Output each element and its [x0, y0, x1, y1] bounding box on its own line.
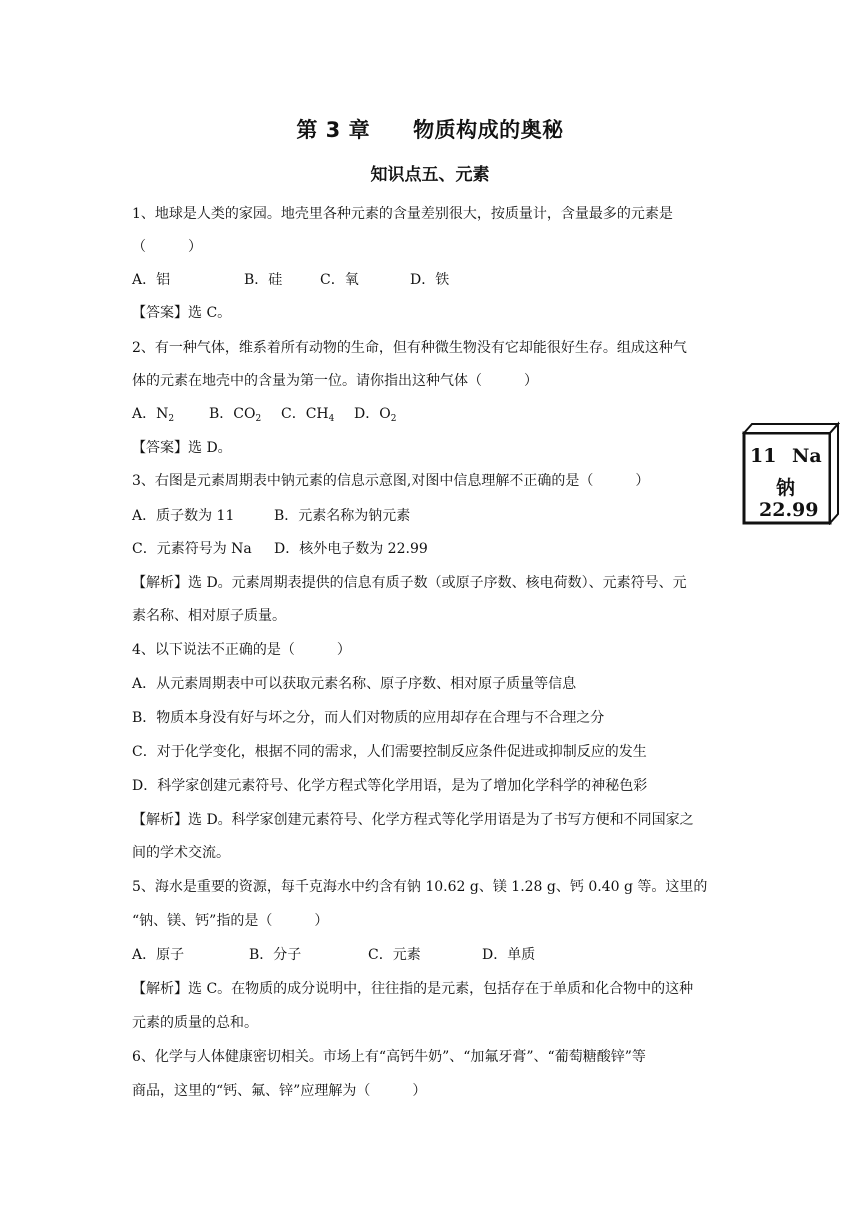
q6-stem-line1: 6、化学与人体健康密切相关。市场上有“高钙牛奶”、“加氟牙膏”、“葡萄糖酸锌”等 — [132, 1049, 646, 1065]
q4-analysis-line1: 【解析】选 D。科学家创建元素符号、化学方程式等化学用语是为了书写方便和不同国家之 — [132, 812, 694, 828]
atomic-mass: 22.99 — [759, 499, 819, 521]
q5-option-b: B．分子 — [249, 947, 302, 963]
q4-option-c: C．对于化学变化，根据不同的需求，人们需要控制反应条件促进或抑制反应的发生 — [132, 744, 647, 760]
q3-option-d: D．核外电子数为 22.99 — [274, 541, 428, 557]
q2-option-a — [132, 404, 209, 429]
q3-options-row1 — [132, 506, 410, 526]
q4-analysis-line2: 间的学术交流。 — [132, 845, 230, 861]
q1-stem-line2: （ ） — [132, 239, 202, 255]
q3-options-row2 — [132, 539, 428, 559]
q5-options — [132, 945, 535, 965]
q2-option-d-sub: 2 — [390, 414, 397, 424]
atomic-number: 11 — [750, 445, 777, 467]
q2-option-a-sub: 2 — [168, 414, 175, 424]
chapter-title: 第 3 章 物质构成的奥秘 — [296, 118, 564, 142]
q4-stem: 4、以下说法不正确的是（ ） — [132, 642, 351, 658]
element-name: 钠 — [776, 477, 796, 499]
q4-option-b: B．物质本身没有好与坏之分，而人们对物质的应用却存在合理与不合理之分 — [132, 710, 605, 726]
q3-option-c: C．元素符号为 Na — [132, 541, 252, 557]
q2-option-b-sub: 2 — [255, 414, 262, 424]
q1-options — [132, 270, 449, 290]
q5-option-d: D．单质 — [482, 947, 536, 963]
q1-option-d: D．铁 — [410, 272, 450, 288]
q2-option-b-label: B．CO — [209, 406, 256, 422]
q2-option-d — [354, 406, 396, 422]
q1-answer: 【答案】选 C。 — [132, 305, 232, 321]
q1-option-a: A．铝 — [132, 272, 171, 288]
q2-answer: 【答案】选 D。 — [132, 440, 232, 456]
q5-stem-line1: 5、海水是重要的资源，每千克海水中约含有钠 10.62 g、镁 1.28 g、钙 0.40 g 等。这里的 — [132, 879, 708, 895]
q1-stem-line1: 1、地球是人类的家园。地壳里各种元素的含量差别很大，按质量计，含量最多的元素是 — [132, 206, 673, 222]
q2-options — [132, 404, 396, 429]
element-symbol: Na — [792, 445, 822, 467]
q5-analysis-line2: 元素的质量的总和。 — [132, 1015, 258, 1031]
q2-option-b — [209, 404, 281, 429]
q3-analysis-line1: 【解析】选 D。元素周期表提供的信息有质子数（或原子序数、核电荷数）、元素符号、元 — [132, 575, 687, 591]
q3-option-a: A．质子数为 11 — [132, 508, 235, 524]
section-title: 知识点五、元素 — [370, 165, 490, 185]
q2-stem-line1: 2、有一种气体，维系着所有动物的生命，但有种微生物没有它却能很好生存。组成这种气 — [132, 340, 687, 356]
q3-option-b: B．元素名称为钠元素 — [274, 508, 411, 524]
q6-stem-line2: 商品，这里的“钙、氟、锌”应理解为（ ） — [132, 1083, 427, 1099]
q2-option-c — [281, 404, 354, 429]
q2-stem-line2: 体的元素在地壳中的含量为第一位。请你指出这种气体（ ） — [132, 373, 538, 389]
q1-option-c: C．氧 — [320, 272, 359, 288]
q4-option-d: D．科学家创建元素符号、化学方程式等化学用语，是为了增加化学科学的神秘色彩 — [132, 778, 648, 794]
q2-option-a-label: A．N — [132, 406, 169, 422]
q2-option-d-label: D．O — [354, 406, 391, 422]
q3-analysis-line2: 素名称、相对原子质量。 — [132, 608, 286, 624]
q4-option-a: A．从元素周期表中可以获取元素名称、原子序数、相对原子质量等信息 — [132, 676, 577, 692]
q5-analysis-line1: 【解析】选 C。在物质的成分说明中，往往指的是元素，包括存在于单质和化合物中的这种 — [132, 981, 694, 997]
q1-option-b: B．硅 — [244, 272, 283, 288]
sodium-element-card — [742, 421, 840, 525]
q5-option-c: C．元素 — [368, 947, 421, 963]
q2-option-c-sub: 4 — [328, 414, 335, 424]
q5-option-a: A．原子 — [132, 947, 185, 963]
q2-option-c-label: C．CH — [281, 406, 329, 422]
q5-stem-line2: “钠、镁、钙”指的是（ ） — [132, 913, 329, 929]
q3-stem: 3、右图是元素周期表中钠元素的信息示意图,对图中信息理解不正确的是（ ） — [132, 473, 650, 489]
